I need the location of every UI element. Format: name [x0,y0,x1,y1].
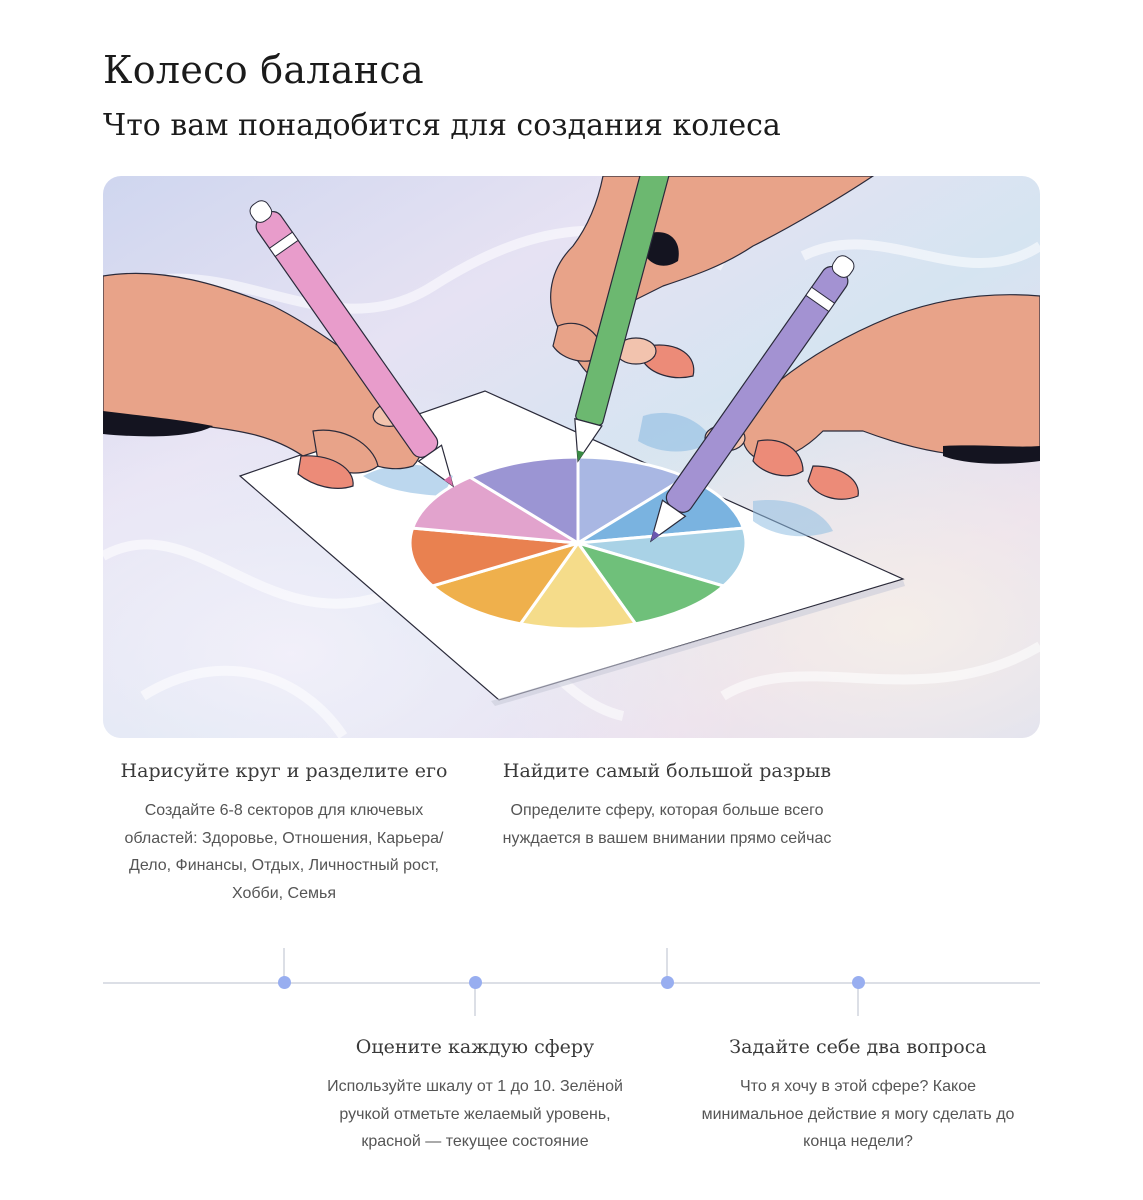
step-rate-sphere [310,1034,640,1156]
timeline-dot [852,976,865,989]
step-title: Нарисуйте круг и разделите его [120,760,448,782]
timeline-dot [278,976,291,989]
step-description: Создайте 6-8 секторов для ключевых областей: Здоровье, Отношения, Карьера/Дело, Финансы, Отдых, Личностный рост, Хобби, Семья [124,802,444,902]
page-title: Колесо баланса [103,48,424,92]
step-ask-questions [693,1034,1023,1156]
step-title: Оцените каждую сферу [355,1036,595,1058]
timeline [103,940,1040,1030]
timeline-line [103,982,1040,984]
hero-illustration [103,176,1040,738]
timeline-dot [469,976,482,989]
step-description: Определите сферу, которая больше всего нуждается в вашем внимании прямо сейчас [502,802,832,847]
hands-drawing-wheel-illustration [103,176,1040,738]
step-title: Найдите самый большой разрыв [502,760,832,782]
step-description: Что я хочу в этой сфере? Какое минимальное действие я могу сделать до конца недели? [701,1078,1015,1150]
step-find-gap [502,758,832,852]
step-draw-circle [119,758,449,907]
step-description: Используйте шкалу от 1 до 10. Зелёной ручкой отметьте желаемый уровень, красной — текущее состояние [327,1078,623,1150]
page-subtitle: Что вам понадобится для создания колеса [103,108,781,143]
step-title: Задайте себе два вопроса [729,1036,987,1058]
timeline-dot [661,976,674,989]
